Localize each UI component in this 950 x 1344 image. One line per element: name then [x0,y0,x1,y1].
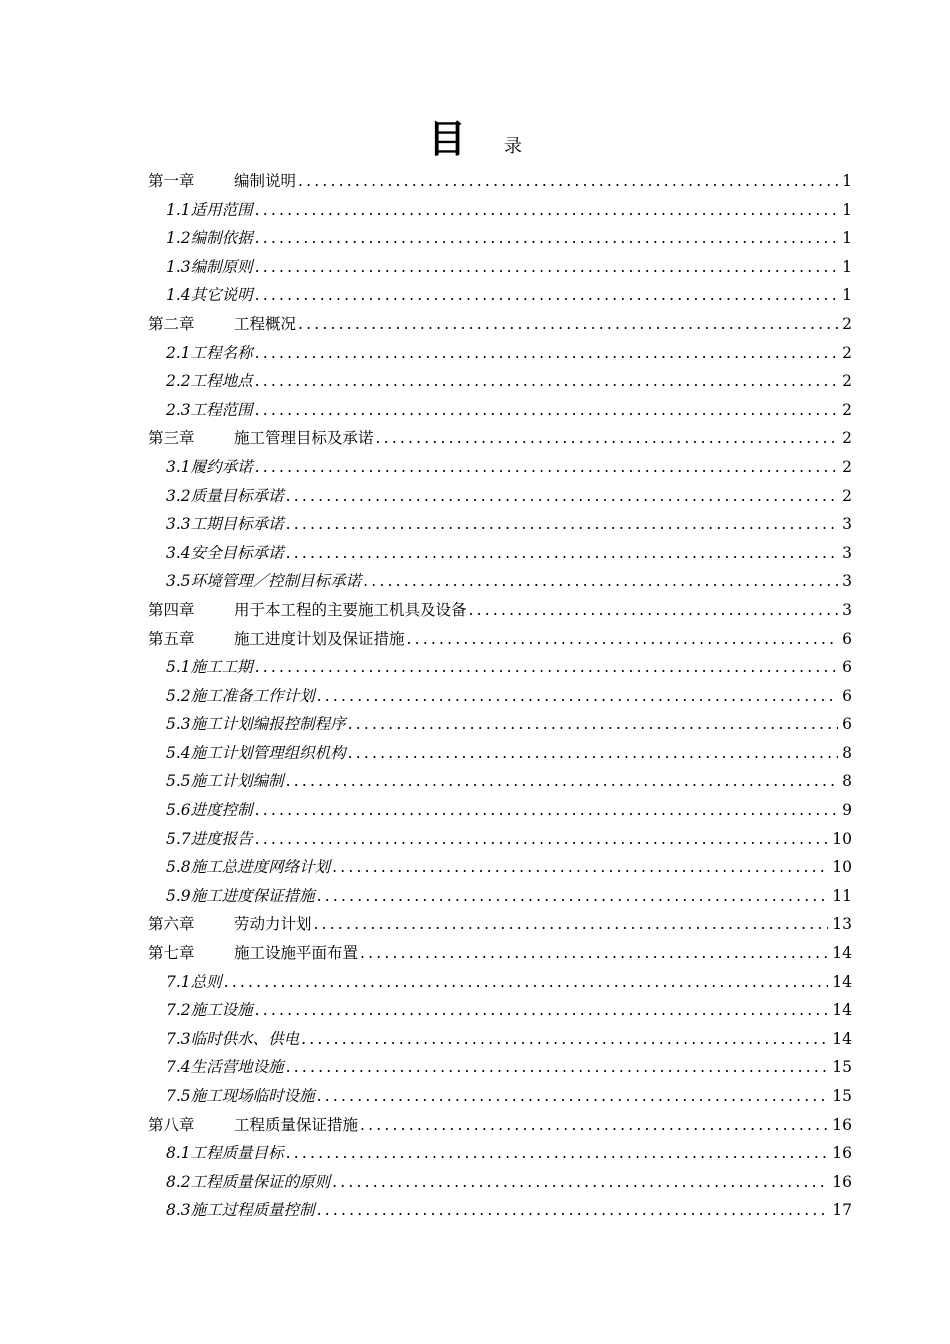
toc-dot-leader [255,996,829,1025]
toc-section-entry[interactable] [148,710,852,739]
toc-entry-label: 环境管理／控制目标承诺 [190,572,362,591]
toc-entry-label: 其它说明 [190,286,253,305]
toc-heading-char-1: 目 [427,117,466,161]
toc-entry-page-number: 1 [842,200,852,219]
toc-entry-label: 进度报告 [190,829,253,848]
toc-entry-page-number: 1 [842,257,852,276]
toc-entry-number: 3.4 [166,543,191,562]
toc-entry-number: 7.3 [166,1029,191,1048]
toc-entry-label: 编制说明 [234,172,297,190]
toc-entry-number: 8.1 [166,1144,191,1163]
toc-entry-number: 7.5 [166,1087,191,1105]
toc-section-entry[interactable] [148,281,852,310]
toc-entry-number: 8.3 [166,1201,191,1220]
toc-entry-page-number: 9 [842,801,852,820]
toc-entry-number: 5.2 [166,686,191,705]
toc-dot-leader [298,310,838,339]
toc-dot-leader [255,339,838,368]
toc-entry-page-number: 3 [842,543,852,562]
toc-section-entry[interactable] [148,853,852,882]
toc-section-entry[interactable] [148,224,852,253]
toc-section-entry[interactable] [148,653,852,682]
toc-dot-leader [317,682,838,711]
toc-section-entry[interactable] [148,767,852,796]
toc-section-entry[interactable] [148,996,852,1025]
toc-dot-leader [286,482,838,511]
toc-entry-number: 1.3 [166,257,191,276]
toc-chapter-entry[interactable] [148,167,852,196]
toc-entry-page-number: 2 [842,372,852,391]
toc-entry-number: 第一章 [148,172,195,190]
toc-entry-page-number: 13 [832,915,852,934]
toc-dot-leader [360,939,828,968]
toc-entry-number: 5.9 [166,886,191,905]
toc-entry-number: 2.3 [166,400,191,419]
toc-dot-leader [255,367,838,396]
toc-entry-number: 3.2 [166,486,191,505]
toc-dot-leader [255,281,838,310]
toc-entry-label: 施工总进度网络计划 [190,858,331,877]
toc-entry-page-number: 2 [842,486,852,505]
toc-entry-label: 工程质量目标 [190,1144,284,1163]
toc-entry-label: 总则 [190,972,222,991]
toc-entry-label: 质量目标承诺 [190,486,284,505]
toc-entry-label: 工程名称 [190,343,253,362]
toc-entry-page-number: 8 [842,743,852,762]
toc-entry-label: 工程范围 [190,400,253,419]
toc-entry-page-number: 14 [832,1001,852,1020]
toc-chapter-entry[interactable] [148,910,852,939]
toc-entry-number: 7.2 [166,1001,191,1020]
toc-entry-label: 施工计划编制 [190,772,284,791]
toc-section-entry[interactable] [148,968,852,997]
toc-entry-page-number: 14 [832,972,852,991]
toc-dot-leader [332,853,828,882]
toc-entry-label: 施工设施平面布置 [234,944,359,963]
toc-entry-page-number: 10 [832,829,852,848]
toc-entry-label: 编制依据 [190,229,253,248]
toc-dot-leader [298,167,838,196]
toc-section-entry[interactable] [148,539,852,568]
toc-entry-number: 2.2 [166,372,191,391]
toc-dot-leader [376,424,839,453]
toc-entry-label: 履约承诺 [190,457,253,476]
toc-entry-label: 劳动力计划 [234,915,312,934]
toc-entry-label: 施工进度保证措施 [190,886,315,905]
toc-dot-leader [348,739,838,768]
toc-entry-number: 2.1 [166,343,191,362]
toc-section-entry[interactable] [148,739,852,768]
toc-chapter-entry[interactable] [148,625,852,654]
toc-dot-leader [301,1025,828,1054]
toc-entry-number: 5.7 [166,829,191,848]
toc-section-entry[interactable] [148,1025,852,1054]
toc-entry-page-number: 1 [842,286,852,305]
toc-entry-page-number: 8 [842,772,852,791]
toc-section-entry[interactable] [148,482,852,511]
toc-entry-page-number: 3 [842,600,852,619]
toc-chapter-entry[interactable] [148,310,852,339]
toc-entry-page-number: 16 [832,1115,852,1134]
toc-entry-label: 施工设施 [190,1001,253,1020]
toc-dot-leader [255,796,838,825]
toc-entry-number: 3.5 [166,572,191,591]
toc-entry-page-number: 11 [832,886,852,905]
toc-section-entry[interactable] [148,796,852,825]
toc-dot-leader [255,825,829,854]
toc-entry-label: 工程质量保证措施 [234,1115,359,1134]
toc-entry-label: 工程质量保证的原则 [190,1172,331,1191]
toc-entry-number: 5.8 [166,858,191,877]
toc-section-entry[interactable] [148,339,852,368]
toc-section-entry[interactable] [148,396,852,425]
toc-list [148,167,852,1225]
toc-dot-leader [286,1139,829,1168]
toc-entry-page-number: 15 [832,1058,852,1077]
toc-entry-page-number: 2 [842,429,852,448]
toc-section-entry[interactable] [148,1082,852,1111]
toc-entry-number: 1.4 [166,286,191,305]
toc-dot-leader [255,453,838,482]
toc-entry-number: 1.2 [166,229,191,248]
toc-entry-label: 施工准备工作计划 [190,686,315,705]
toc-entry-number: 3.3 [166,515,191,534]
toc-section-entry[interactable] [148,1168,852,1197]
toc-entry-page-number: 14 [832,944,852,963]
toc-entry-page-number: 2 [842,457,852,476]
toc-entry-label: 安全目标承诺 [190,543,284,562]
toc-entry-page-number: 16 [832,1144,852,1163]
toc-section-entry[interactable] [148,196,852,225]
toc-chapter-entry[interactable] [148,1111,852,1140]
toc-dot-leader [348,710,838,739]
toc-dot-leader [363,567,838,596]
toc-entry-label: 工期目标承诺 [190,515,284,534]
toc-dot-leader [469,596,839,625]
toc-section-entry[interactable] [148,825,852,854]
toc-entry-page-number: 2 [842,314,852,333]
toc-entry-page-number: 17 [832,1201,852,1220]
toc-entry-number: 5.5 [166,772,191,791]
toc-dot-leader [255,653,838,682]
toc-entry-label: 适用范围 [190,200,253,219]
toc-section-entry[interactable] [148,453,852,482]
toc-entry-number: 5.1 [166,658,191,677]
toc-section-entry[interactable] [148,567,852,596]
toc-entry-page-number: 15 [832,1087,852,1105]
toc-section-entry[interactable] [148,1139,852,1168]
toc-entry-label: 施工现场临时设施 [190,1087,315,1105]
toc-entry-number: 3.1 [166,457,191,476]
toc-dot-leader [255,396,838,425]
toc-entry-page-number: 3 [842,572,852,591]
toc-chapter-entry[interactable] [148,939,852,968]
toc-entry-number: 第六章 [148,915,195,934]
toc-chapter-entry[interactable] [148,424,852,453]
toc-entry-label: 施工计划编报控制程序 [190,715,346,734]
toc-heading-char-2: 录 [504,136,522,157]
toc-entry-label: 施工工期 [190,658,253,677]
toc-section-entry[interactable] [148,1196,852,1225]
toc-entry-page-number: 14 [832,1029,852,1048]
toc-dot-leader [255,224,838,253]
toc-entry-number: 5.3 [166,715,191,734]
toc-dot-leader [332,1168,828,1197]
toc-dot-leader [360,1111,828,1140]
toc-entry-page-number: 3 [842,515,852,534]
toc-entry-label: 施工过程质量控制 [190,1201,315,1220]
toc-entry-label: 临时供水、供电 [190,1029,300,1048]
toc-entry-number: 7.1 [166,972,191,991]
toc-entry-page-number: 6 [842,686,852,705]
toc-dot-leader [255,253,838,282]
toc-entry-page-number: 10 [832,858,852,877]
toc-heading [0,108,950,163]
toc-entry-page-number: 6 [842,629,852,648]
toc-entry-number: 第二章 [148,314,195,333]
toc-section-entry[interactable] [148,367,852,396]
toc-entry-label: 生活营地设施 [190,1058,284,1077]
toc-dot-leader [314,910,829,939]
toc-entry-label: 工程地点 [190,372,253,391]
toc-entry-page-number: 1 [842,172,852,190]
toc-dot-leader [255,196,838,225]
toc-dot-leader [317,882,829,911]
toc-entry-label: 进度控制 [190,801,253,820]
toc-entry-label: 施工管理目标及承诺 [234,429,374,448]
toc-entry-page-number: 6 [842,715,852,734]
toc-entry-number: 5.4 [166,743,191,762]
toc-entry-number: 8.2 [166,1172,191,1191]
toc-entry-label: 工程概况 [234,314,297,333]
toc-entry-label: 施工进度计划及保证措施 [234,629,405,648]
toc-section-entry[interactable] [148,682,852,711]
toc-chapter-entry[interactable] [148,596,852,625]
toc-section-entry[interactable] [148,510,852,539]
toc-dot-leader [317,1082,829,1111]
toc-entry-number: 第四章 [148,600,195,619]
toc-entry-label: 编制原则 [190,257,253,276]
toc-entry-number: 第八章 [148,1115,195,1134]
toc-entry-number: 5.6 [166,801,191,820]
toc-entry-page-number: 2 [842,343,852,362]
toc-section-entry[interactable] [148,882,852,911]
toc-dot-leader [224,968,829,997]
toc-entry-number: 第三章 [148,429,195,448]
toc-entry-number: 7.4 [166,1058,191,1077]
toc-section-entry[interactable] [148,253,852,282]
toc-entry-page-number: 6 [842,658,852,677]
toc-entry-label: 施工计划管理组织机构 [190,743,346,762]
toc-dot-leader [286,1053,829,1082]
toc-entry-page-number: 16 [832,1172,852,1191]
toc-dot-leader [286,539,838,568]
toc-entry-number: 第五章 [148,629,195,648]
toc-dot-leader [407,625,839,654]
toc-entry-number: 第七章 [148,944,195,963]
toc-section-entry[interactable] [148,1053,852,1082]
toc-entry-number: 1.1 [166,200,191,219]
toc-entry-page-number: 2 [842,400,852,419]
toc-entry-label: 用于本工程的主要施工机具及设备 [234,600,467,619]
toc-dot-leader [286,767,838,796]
toc-dot-leader [286,510,838,539]
toc-dot-leader [317,1196,829,1225]
toc-entry-page-number: 1 [842,229,852,248]
